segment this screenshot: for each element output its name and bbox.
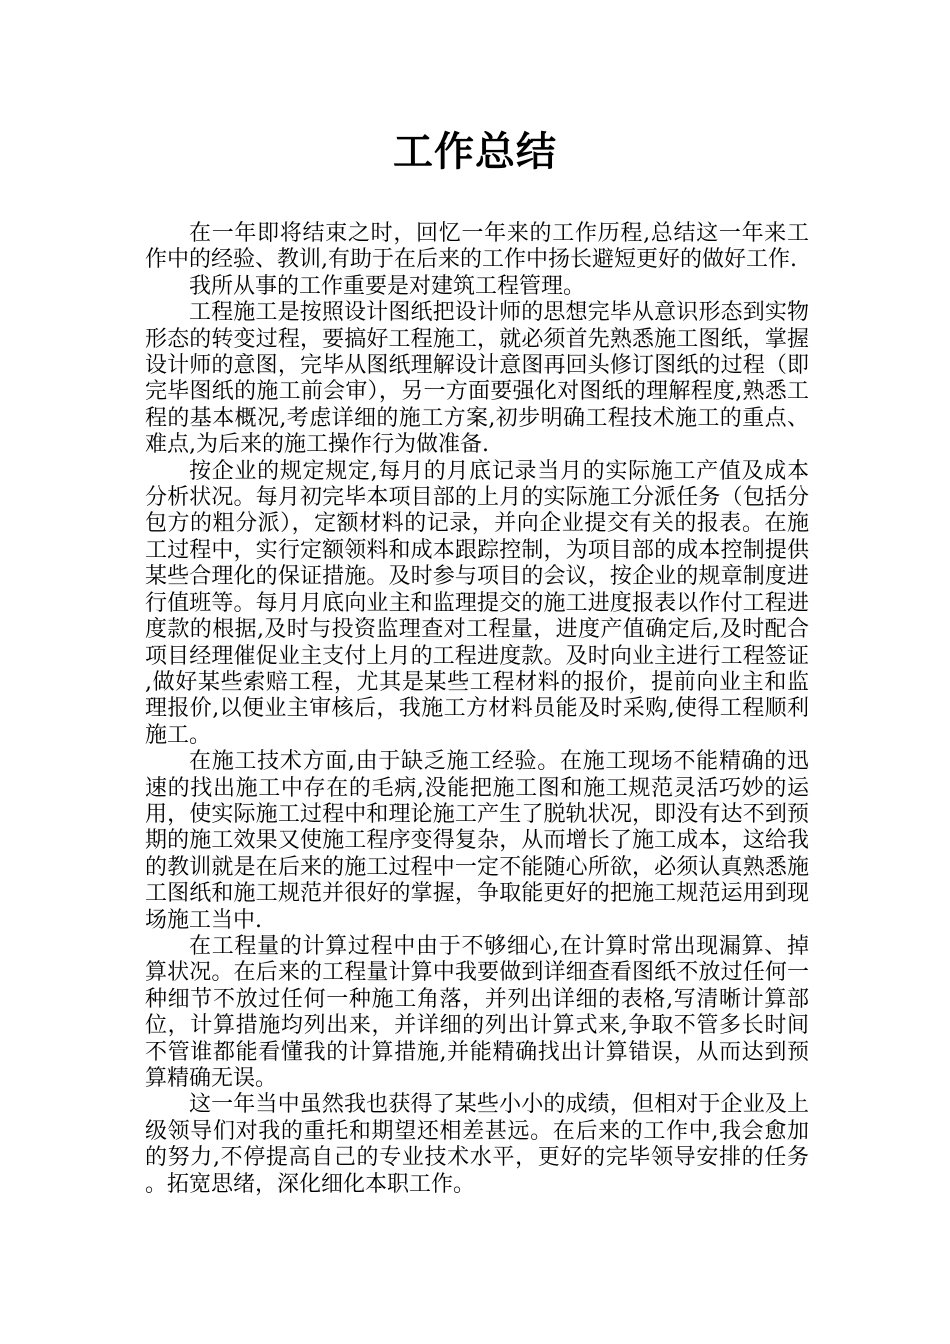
document-title: 工作总结 (393, 129, 557, 175)
paragraph-technical-lessons: 在施工技术方面,由于缺乏施工经验。在施工现场不能精确的迅速的找出施工中存在的毛病,没能把施工图和施工规范灵活巧妙的运用，使实际施工过程中和理论施工产生了脱轨状况，即没有达不到预期的施工效果又使施工程序变得复杂，从而增长了施工成本，这给我的教训就是在后来的施工过程中一定不能随心所欲，必须认真熟悉施工图纸和施工规范并很好的掌握，争取能更好的把施工规范运用到现场施工当中. (145, 749, 809, 933)
paragraph-intro: 在一年即将结束之时，回忆一年来的工作历程,总结这一年来工作中的经验、教训,有助于在后来的工作中扬长避短更好的做好工作. (145, 221, 809, 273)
document-body (145, 221, 809, 1198)
paragraph-quantity-calculation: 在工程量的计算过程中由于不够细心,在计算时常出现漏算、掉算状况。在后来的工程量计算中我要做到详细查看图纸不放过任何一种细节不放过任何一种施工角落，并列出详细的表格,写清晰计算部位，计算措施均列出来，并详细的列出计算式来,争取不管多长时间不管谁都能看懂我的计算措施,并能精确找出计算错误，从而达到预算精确无误。 (145, 933, 809, 1091)
paragraph-monthly-reporting: 按企业的规定规定,每月的月底记录当月的实际施工产值及成本分析状况。每月初完毕本项目部的上月的实际施工分派任务（包括分包方的粗分派），定额材料的记录，并向企业提交有关的报表。在施工过程中，实行定额领料和成本跟踪控制，为项目部的成本控制提供某些合理化的保证措施。及时参与项目的会议，按企业的规章制度进行值班等。每月月底向业主和监理提交的施工进度报表以作付工程进度款的根据,及时与投资监理查对工程量，进度产值确定后,及时配合项目经理催促业主支付上月的工程进度款。及时向业主进行工程签证,做好某些索赔工程，尤其是某些工程材料的报价，提前向业主和监理报价,以便业主审核后，我施工方材料员能及时采购,使得工程顺利施工。 (145, 458, 809, 748)
paragraph-conclusion: 这一年当中虽然我也获得了某些小小的成绩，但相对于企业及上级领导们对我的重托和期望还相差甚远。在后来的工作中,我会愈加的努力,不停提高自己的专业技术水平，更好的完毕领导安排的任务。拓宽思绪，深化细化本职工作。 (145, 1092, 809, 1197)
paragraph-job-scope: 我所从事的工作重要是对建筑工程管理。 (189, 273, 586, 299)
paragraph-construction-drawings: 工程施工是按照设计图纸把设计师的思想完毕从意识形态到实物形态的转变过程，要搞好工程施工，就必须首先熟悉施工图纸，掌握设计师的意图，完毕从图纸理解设计意图再回头修订图纸的过程（即完毕图纸的施工前会审），另一方面要强化对图纸的理解程度,熟悉工程的基本概况,考虑详细的施工方案,初步明确工程技术施工的重点、难点,为后来的施工操作行为做准备. (145, 300, 809, 458)
